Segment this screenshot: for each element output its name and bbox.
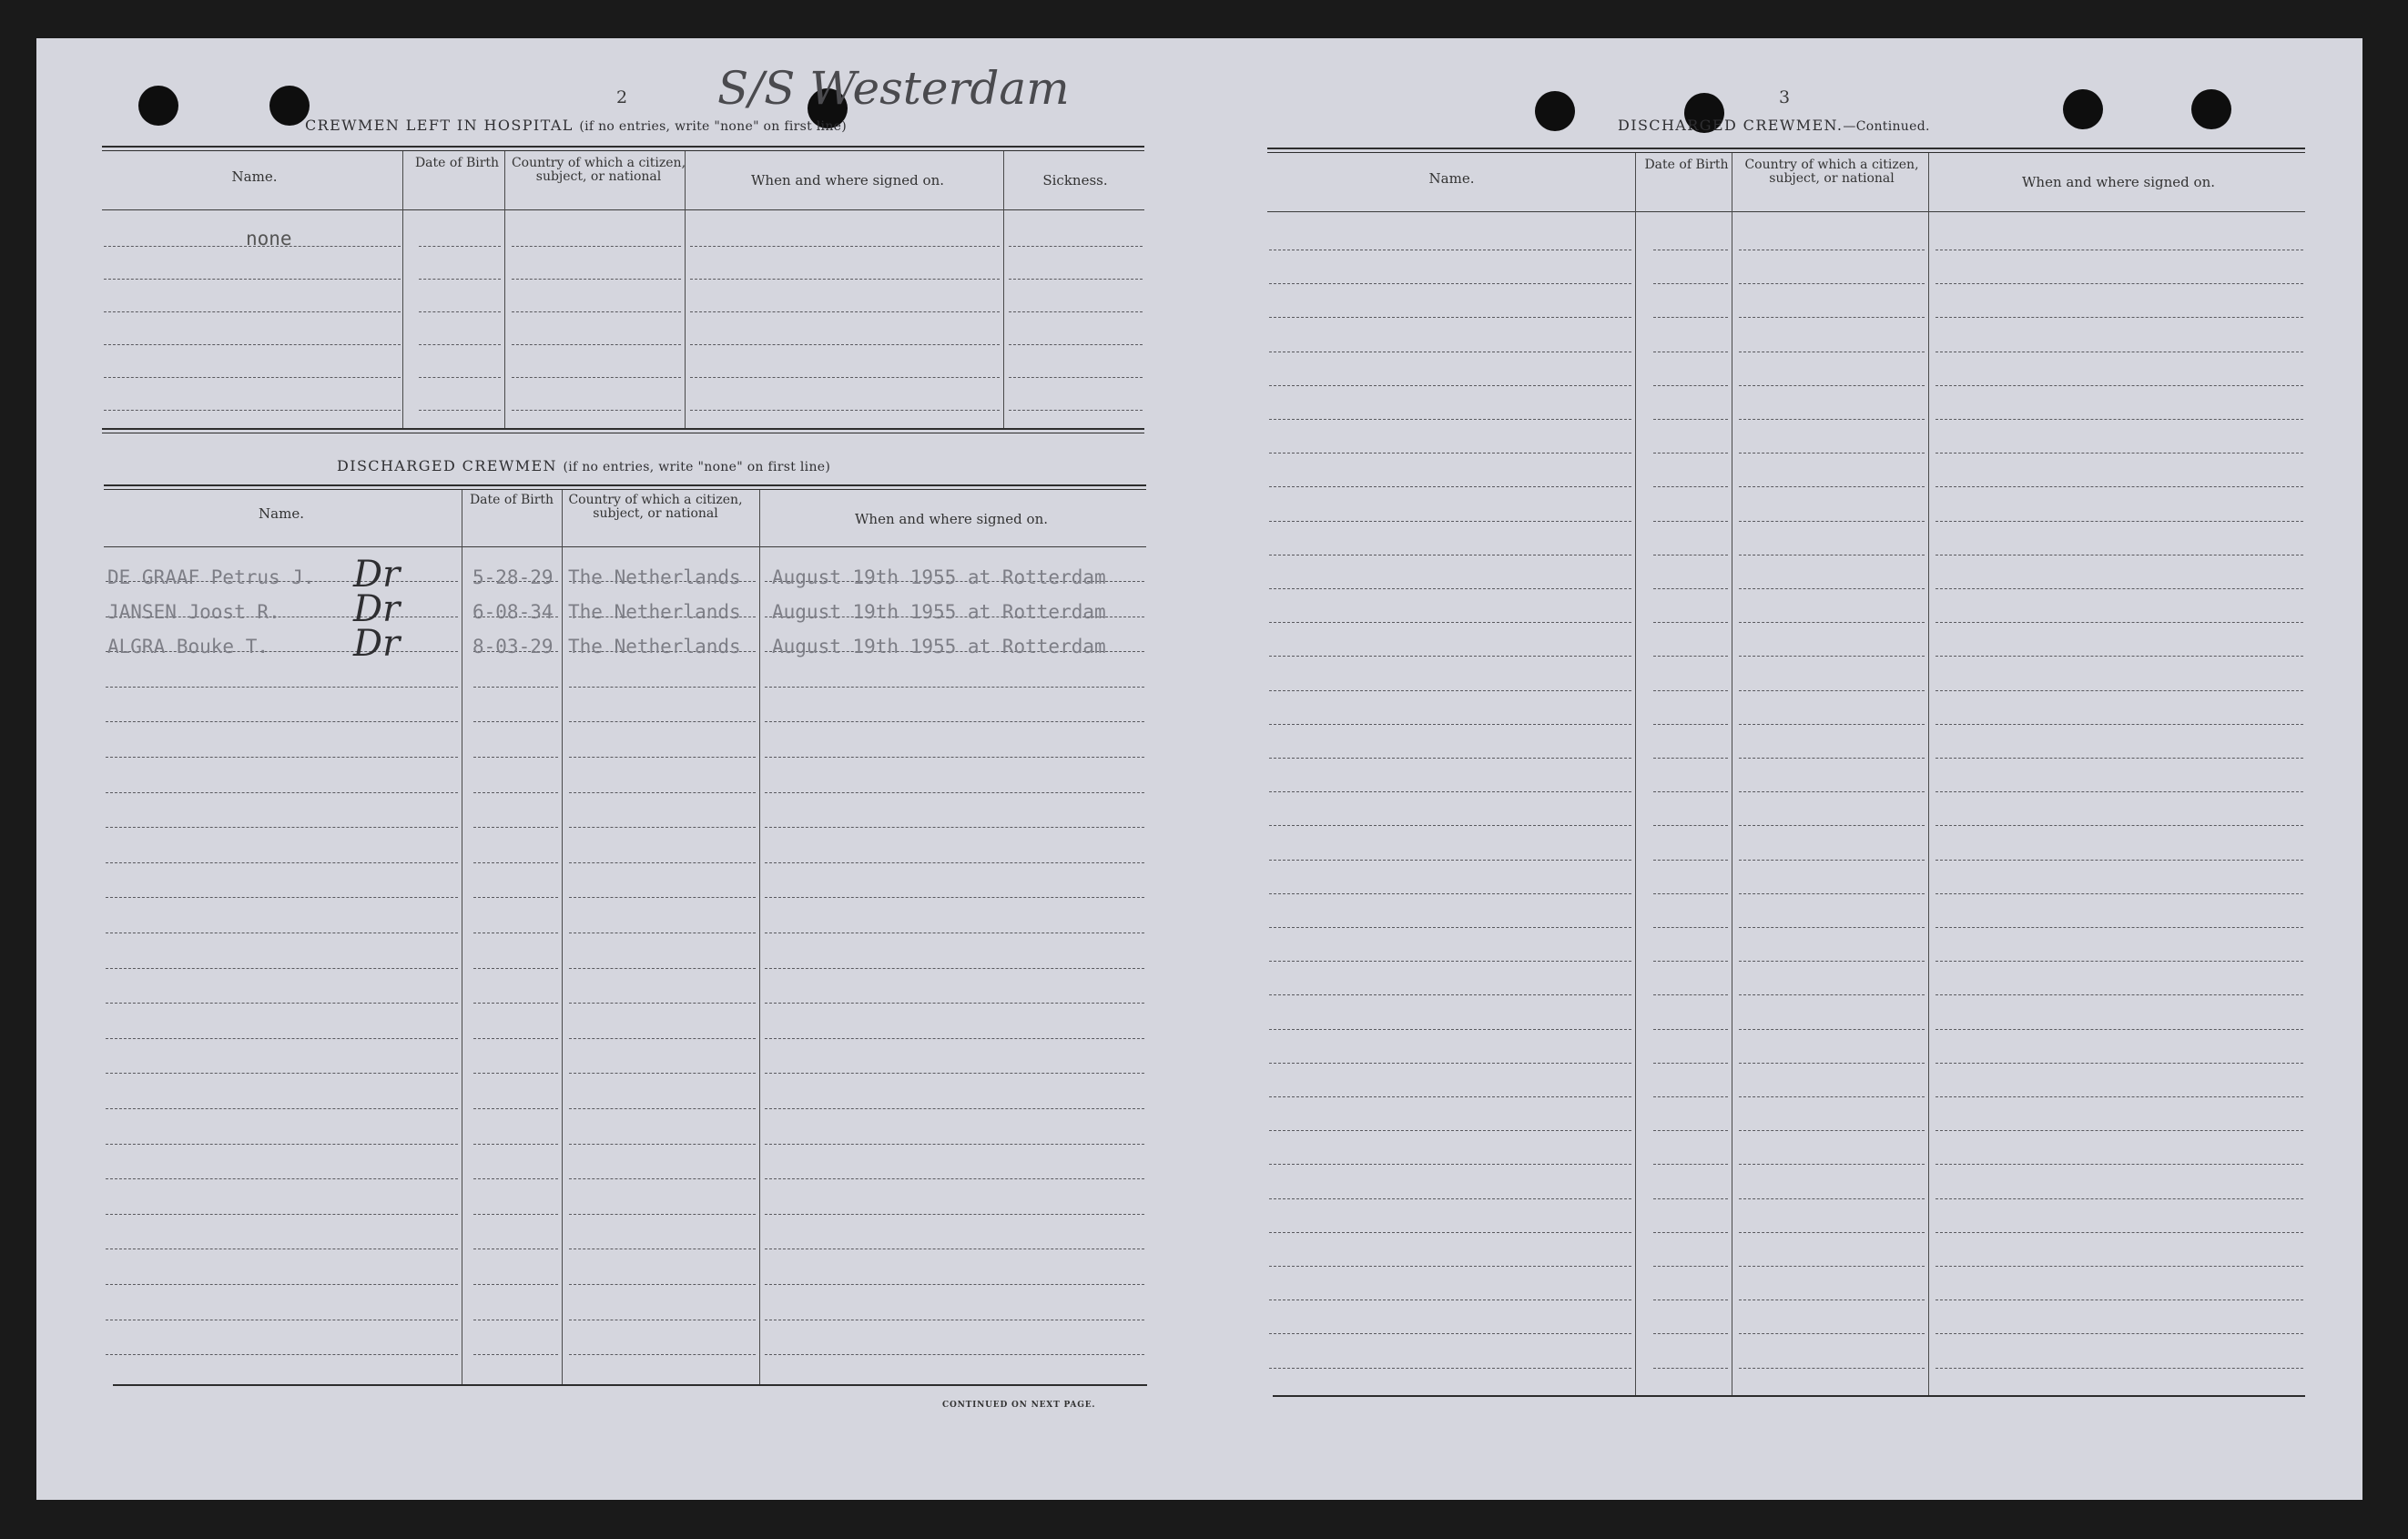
page-number-right: 3 [1779, 87, 1791, 107]
entry-line [569, 1178, 756, 1179]
entry-line [419, 410, 501, 411]
hospital-header-name: Name. [231, 168, 278, 185]
hospital-header-rule [102, 209, 1144, 210]
entry-line [569, 1038, 756, 1039]
entry-line [569, 1354, 756, 1355]
entry-line [106, 1144, 458, 1145]
entry-line [1739, 994, 1925, 995]
entry-line [473, 721, 558, 722]
entry-line [1269, 825, 1631, 826]
entry-line [1653, 1333, 1728, 1334]
entry-line [765, 1038, 1144, 1039]
entry-line [419, 377, 501, 378]
entry-line [1936, 1333, 2303, 1334]
entry-line [473, 1003, 558, 1004]
entry-line [1739, 791, 1925, 792]
hospital-col-divider [1003, 151, 1004, 428]
entry-line [473, 1144, 558, 1145]
entry-line [473, 862, 558, 863]
entry-line [765, 792, 1144, 793]
entry-line [473, 1178, 558, 1179]
entry-line [1269, 1266, 1631, 1267]
entry-line [1653, 1232, 1728, 1233]
entry-line [1739, 453, 1925, 454]
entry-line [512, 279, 681, 280]
hospital-header-sickness: Sickness. [1042, 172, 1108, 189]
entry-line [512, 311, 681, 312]
entry-line [765, 1003, 1144, 1004]
crewman-signed: August 19th 1955 at Rotterdam [772, 566, 1106, 588]
entry-line [1653, 656, 1728, 657]
entry-line [690, 377, 1000, 378]
entry-line [1653, 453, 1728, 454]
right-header-dob: Date of Birth [1644, 158, 1729, 172]
form-sheet [36, 38, 2362, 1500]
hospital-header-dob: Date of Birth [414, 156, 500, 170]
entry-line [1739, 1232, 1925, 1233]
entry-line [1739, 385, 1925, 386]
entry-line [104, 344, 401, 345]
entry-line [1269, 893, 1631, 894]
entry-line [1936, 419, 2303, 420]
entry-line [1269, 419, 1631, 420]
entry-line [569, 721, 756, 722]
entry-line [1936, 791, 2303, 792]
entry-line [106, 1214, 458, 1215]
entry-line [106, 897, 458, 898]
entry-line [106, 1178, 458, 1179]
entry-line [1739, 724, 1925, 725]
continued-footer: CONTINUED ON NEXT PAGE. [942, 1401, 1096, 1410]
entry-line [569, 1108, 756, 1109]
discharged-title-text: DISCHARGED CREWMEN [337, 457, 557, 474]
entry-line [1269, 860, 1631, 861]
entry-line [1269, 1232, 1631, 1233]
entry-line [1653, 1164, 1728, 1165]
hospital-bottom-rule [102, 428, 1144, 433]
hospital-section-title [305, 117, 847, 134]
entry-line [419, 246, 501, 247]
entry-line [569, 897, 756, 898]
entry-line [1269, 961, 1631, 962]
entry-line [1936, 622, 2303, 623]
entry-line [1653, 825, 1728, 826]
punch-hole [2191, 89, 2231, 129]
entry-line [1739, 961, 1925, 962]
entry-line [569, 862, 756, 863]
hospital-col-divider [402, 151, 403, 428]
entry-line [1269, 486, 1631, 487]
entry-line [106, 827, 458, 828]
hospital-header-country: Country of which a citizen, subject, or national [511, 156, 686, 184]
entry-line [1739, 893, 1925, 894]
entry-line [1936, 690, 2303, 691]
entry-line [1739, 1333, 1925, 1334]
entry-line [1739, 1299, 1925, 1300]
entry-line [1936, 1368, 2303, 1369]
entry-line [1739, 317, 1925, 318]
entry-line [569, 1003, 756, 1004]
entry-line [1653, 521, 1728, 522]
entry-line [1936, 1130, 2303, 1131]
entry-line [473, 1214, 558, 1215]
entry-line [1269, 927, 1631, 928]
discharged-header-name: Name. [259, 505, 304, 522]
entry-line [569, 757, 756, 758]
entry-line [1739, 1164, 1925, 1165]
entry-line [569, 1144, 756, 1145]
entry-line [1269, 1368, 1631, 1369]
entry-line [1936, 283, 2303, 284]
entry-line [1936, 1164, 2303, 1165]
entry-line [1739, 1198, 1925, 1199]
entry-line [1269, 1063, 1631, 1064]
entry-line [1739, 1063, 1925, 1064]
entry-line [1739, 1096, 1925, 1097]
entry-line [765, 1073, 1144, 1074]
entry-line [765, 1284, 1144, 1285]
entry-line [1653, 994, 1728, 995]
entry-line [1936, 385, 2303, 386]
crewman-mark: Dr [353, 588, 401, 630]
entry-line [569, 687, 756, 688]
discharged-header-dob: Date of Birth [469, 493, 554, 507]
discharged-title-note: (if no entries, write "none" on first line) [563, 460, 831, 474]
discharged-section-title [337, 457, 830, 474]
discharged-header-country: Country of which a citizen, subject, or national [568, 493, 743, 521]
entry-line [106, 757, 458, 758]
page-number: 2 [616, 87, 628, 107]
discharged-bottom-rule [113, 1384, 1147, 1386]
entry-line [1653, 1299, 1728, 1300]
entry-line [104, 279, 401, 280]
discharged-header-signed: When and where signed on. [854, 511, 1048, 527]
entry-line [1936, 1299, 2303, 1300]
entry-line [1653, 385, 1728, 386]
entry-line [569, 827, 756, 828]
entry-line [1009, 279, 1143, 280]
entry-line [1653, 690, 1728, 691]
entry-line [765, 1354, 1144, 1355]
discharged-header-rule [104, 546, 1146, 547]
entry-line [473, 1284, 558, 1285]
punch-hole [2063, 89, 2103, 129]
entry-line [1269, 1198, 1631, 1199]
entry-line [1269, 283, 1631, 284]
entry-line [765, 687, 1144, 688]
hospital-top-rule [102, 146, 1144, 151]
entry-line [512, 410, 681, 411]
entry-line [104, 311, 401, 312]
punch-hole [1535, 91, 1575, 131]
hospital-header-signed: When and where signed on. [750, 172, 944, 189]
entry-line [1269, 453, 1631, 454]
entry-line [419, 311, 501, 312]
punch-hole [269, 86, 310, 126]
entry-line [1739, 690, 1925, 691]
entry-line [1269, 758, 1631, 759]
entry-line [765, 1178, 1144, 1179]
entry-line [1936, 1232, 2303, 1233]
entry-line [1653, 283, 1728, 284]
entry-line [473, 1038, 558, 1039]
entry-line [690, 246, 1000, 247]
entry-line [1936, 994, 2303, 995]
entry-line [1269, 724, 1631, 725]
entry-line [1739, 521, 1925, 522]
entry-line [1936, 1198, 2303, 1199]
entry-line [1269, 385, 1631, 386]
crewman-dob: 5-28-29 [472, 566, 554, 588]
entry-line [106, 1038, 458, 1039]
entry-line [1739, 1029, 1925, 1030]
right-title-text: DISCHARGED CREWMEN. [1618, 117, 1844, 134]
entry-line [473, 968, 558, 969]
entry-line [690, 410, 1000, 411]
entry-line [1653, 317, 1728, 318]
entry-line [1269, 521, 1631, 522]
entry-line [1936, 453, 2303, 454]
entry-line [1936, 1063, 2303, 1064]
entry-line [106, 1284, 458, 1285]
entry-line [1936, 588, 2303, 589]
entry-line [765, 968, 1144, 969]
entry-line [104, 377, 401, 378]
entry-line [1739, 927, 1925, 928]
entry-line [569, 968, 756, 969]
entry-line [473, 827, 558, 828]
entry-line [106, 1354, 458, 1355]
entry-line [473, 687, 558, 688]
entry-line [1009, 344, 1143, 345]
entry-line [569, 1214, 756, 1215]
right-header-rule [1267, 211, 2305, 212]
entry-line [1653, 1063, 1728, 1064]
entry-line [1269, 994, 1631, 995]
crewman-mark: Dr [353, 554, 401, 596]
discharged-col-divider [562, 490, 563, 1384]
entry-line [1739, 758, 1925, 759]
entry-line [1739, 825, 1925, 826]
entry-line [1653, 1096, 1728, 1097]
crewman-name: DE GRAAF Petrus J. [107, 566, 315, 588]
crewman-dob: 8-03-29 [472, 636, 554, 657]
entry-line [1653, 1368, 1728, 1369]
hospital-col-divider [504, 151, 505, 428]
crewman-signed: August 19th 1955 at Rotterdam [772, 601, 1106, 623]
entry-line [1653, 1029, 1728, 1030]
crewman-name: JANSEN Joost R. [107, 601, 280, 623]
entry-line [106, 1003, 458, 1004]
entry-line [1936, 521, 2303, 522]
entry-line [106, 862, 458, 863]
entry-line [1936, 1266, 2303, 1267]
entry-line [473, 897, 558, 898]
entry-line [1653, 961, 1728, 962]
entry-line [569, 1073, 756, 1074]
right-header-name: Name. [1428, 170, 1475, 187]
entry-line [473, 792, 558, 793]
crewman-name: ALGRA Bouke T. [107, 636, 269, 657]
entry-line [1936, 893, 2303, 894]
entry-line [473, 1354, 558, 1355]
entry-line [1653, 1266, 1728, 1267]
right-section-title [1618, 117, 1930, 134]
entry-line [1269, 1029, 1631, 1030]
discharged-col-divider [759, 490, 760, 1384]
entry-line [1936, 961, 2303, 962]
hospital-title-note: (if no entries, write "none" on first line) [579, 119, 847, 134]
entry-line [1739, 1130, 1925, 1131]
entry-line [1009, 311, 1143, 312]
crewman-country: The Netherlands [568, 566, 741, 588]
entry-line [1936, 1029, 2303, 1030]
entry-line [1269, 656, 1631, 657]
entry-line [1653, 724, 1728, 725]
entry-line [765, 1144, 1144, 1145]
entry-line [1269, 791, 1631, 792]
right-col-divider [1928, 153, 1929, 1395]
entry-line [104, 410, 401, 411]
entry-line [512, 246, 681, 247]
entry-line [690, 311, 1000, 312]
entry-line [473, 1108, 558, 1109]
entry-line [1269, 1130, 1631, 1131]
entry-line [765, 721, 1144, 722]
entry-line [1653, 1198, 1728, 1199]
entry-line [1936, 656, 2303, 657]
entry-line [1739, 1266, 1925, 1267]
entry-line [1269, 690, 1631, 691]
entry-line [1269, 1333, 1631, 1334]
entry-line [106, 968, 458, 969]
entry-line [765, 862, 1144, 863]
hospital-col-divider [685, 151, 686, 428]
entry-line [512, 344, 681, 345]
entry-line [1653, 893, 1728, 894]
right-header-country: Country of which a citizen, subject, or national [1744, 158, 1919, 186]
hospital-entry-none: none [246, 228, 292, 250]
entry-line [765, 827, 1144, 828]
entry-line [512, 377, 681, 378]
entry-line [1739, 588, 1925, 589]
entry-line [765, 1214, 1144, 1215]
entry-line [765, 757, 1144, 758]
entry-line [1653, 758, 1728, 759]
entry-line [1739, 486, 1925, 487]
entry-line [1653, 622, 1728, 623]
entry-line [1653, 791, 1728, 792]
right-col-divider [1635, 153, 1636, 1395]
entry-line [1269, 1164, 1631, 1165]
entry-line [1936, 825, 2303, 826]
entry-line [1269, 588, 1631, 589]
entry-line [1269, 622, 1631, 623]
entry-line [690, 279, 1000, 280]
entry-line [1653, 927, 1728, 928]
entry-line [1739, 1368, 1925, 1369]
right-top-rule [1267, 148, 2305, 153]
entry-line [569, 792, 756, 793]
hospital-title-text: CREWMEN LEFT IN HOSPITAL [305, 117, 574, 134]
crewman-country: The Netherlands [568, 601, 741, 623]
entry-line [106, 721, 458, 722]
entry-line [106, 1108, 458, 1109]
entry-line [1653, 860, 1728, 861]
entry-line [569, 1284, 756, 1285]
entry-line [1653, 588, 1728, 589]
entry-line [1269, 1299, 1631, 1300]
entry-line [1653, 486, 1728, 487]
entry-line [106, 792, 458, 793]
entry-line [1739, 622, 1925, 623]
ship-annotation: S/S Westerdam [717, 62, 1070, 115]
entry-line [1739, 860, 1925, 861]
entry-line [419, 279, 501, 280]
entry-line [1739, 283, 1925, 284]
crewman-dob: 6-08-34 [472, 601, 554, 623]
entry-line [106, 1073, 458, 1074]
crewman-signed: August 19th 1955 at Rotterdam [772, 636, 1106, 657]
punch-hole [138, 86, 178, 126]
entry-line [419, 344, 501, 345]
right-header-signed: When and where signed on. [2021, 174, 2215, 190]
entry-line [1936, 317, 2303, 318]
entry-line [1739, 419, 1925, 420]
entry-line [1936, 1096, 2303, 1097]
entry-line [1009, 377, 1143, 378]
entry-line [1739, 656, 1925, 657]
entry-line [1269, 317, 1631, 318]
entry-line [690, 344, 1000, 345]
right-title-suffix: —Continued. [1843, 119, 1930, 134]
entry-line [1936, 860, 2303, 861]
entry-line [765, 1108, 1144, 1109]
entry-line [1936, 724, 2303, 725]
crewman-country: The Netherlands [568, 636, 741, 657]
entry-line [1269, 1096, 1631, 1097]
entry-line [1936, 486, 2303, 487]
discharged-top-rule [104, 484, 1146, 490]
entry-line [1653, 419, 1728, 420]
right-bottom-rule [1273, 1395, 2305, 1397]
entry-line [1936, 927, 2303, 928]
entry-line [473, 1073, 558, 1074]
entry-line [473, 757, 558, 758]
entry-line [1936, 758, 2303, 759]
entry-line [106, 687, 458, 688]
crewman-mark: Dr [353, 623, 401, 665]
entry-line [1653, 1130, 1728, 1131]
entry-line [1009, 246, 1143, 247]
entry-line [1009, 410, 1143, 411]
entry-line [765, 897, 1144, 898]
